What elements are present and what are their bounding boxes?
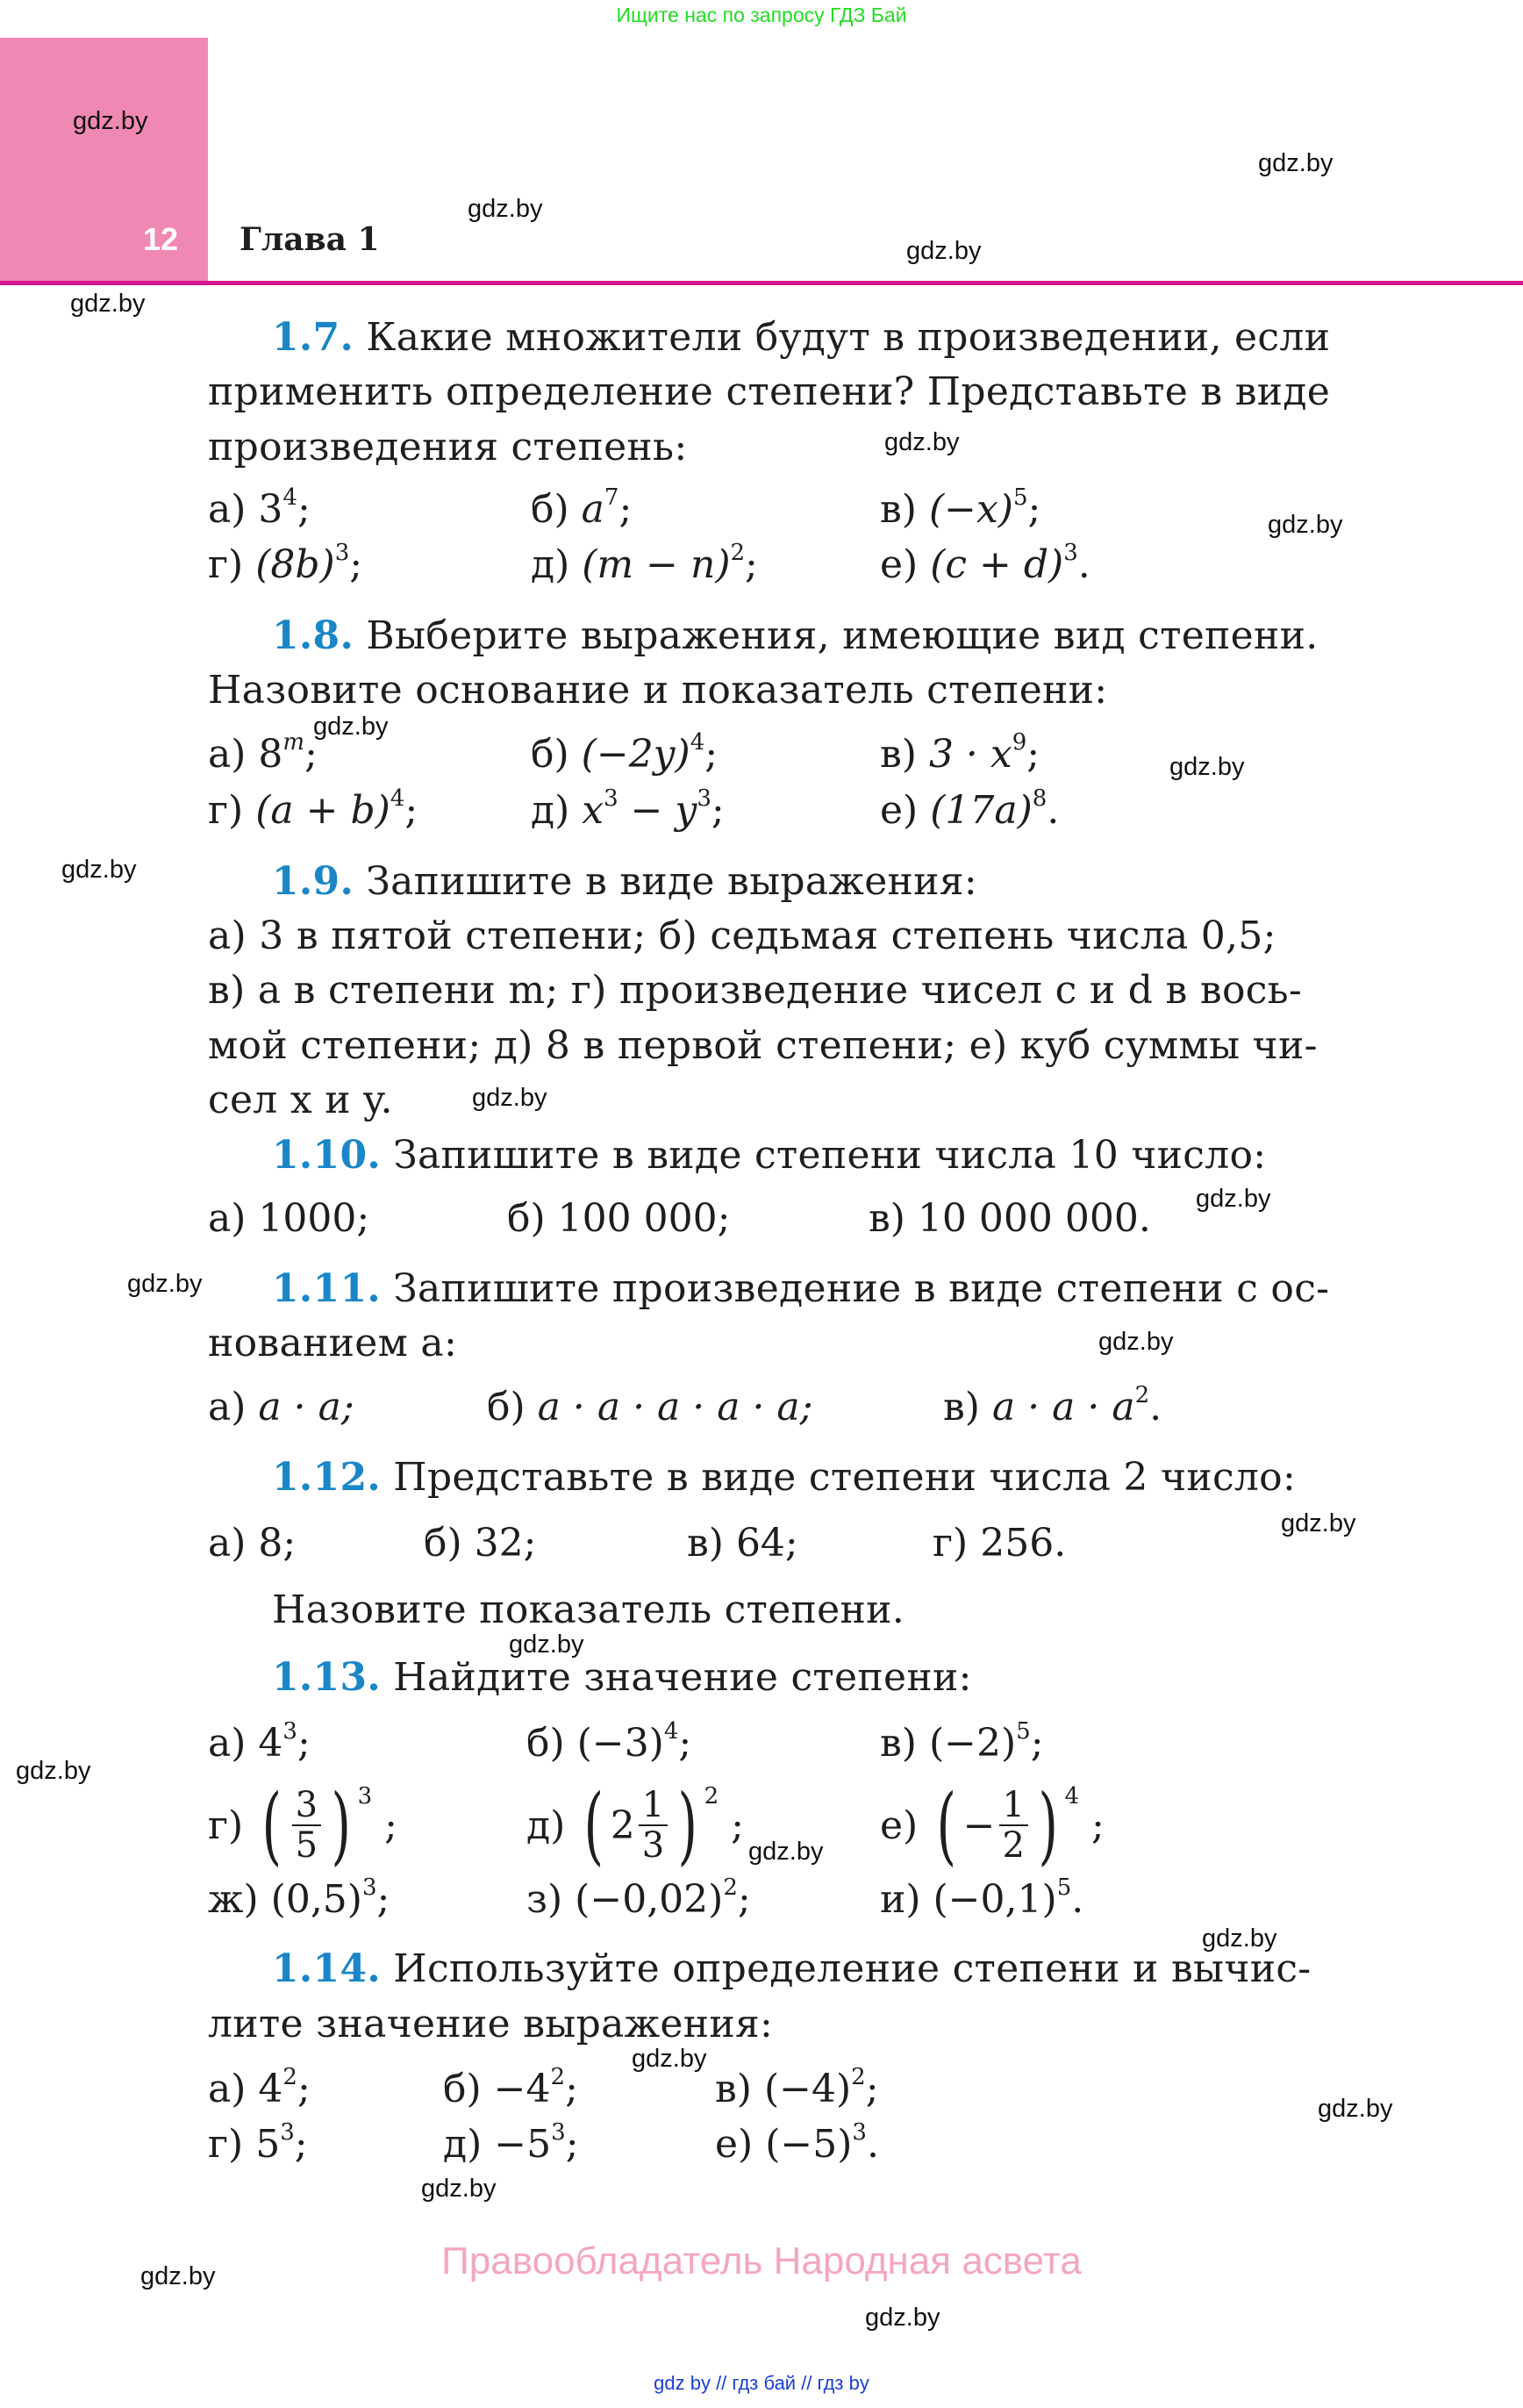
problem-1-8-line-2: Назовите основание и показатель степени: <box>208 668 1108 713</box>
problem-number: 1.13. <box>272 1655 381 1700</box>
problem-number: 1.12. <box>272 1455 381 1500</box>
watermark: gdz.by <box>313 713 389 741</box>
problem-1-11-line-1: 1.11. Запишите произведение в виде степени с ос- <box>272 1266 1330 1311</box>
exercise-item: а) 8; <box>208 1521 297 1566</box>
problem-number: 1.8. <box>272 613 354 658</box>
exercise-item: а) 1000; <box>208 1196 370 1241</box>
exercise-item: б) $a^7$; <box>531 484 633 532</box>
watermark: gdz.by <box>70 290 146 318</box>
exercise-item: д) $(m - n)^2$; <box>531 540 758 587</box>
watermark: gdz.by <box>468 195 543 223</box>
problem-number: 1.7. <box>272 315 354 360</box>
exercise-item: в) $a \cdot a \cdot a^2$. <box>943 1382 1162 1430</box>
watermark: gdz.by <box>127 1270 203 1298</box>
watermark: gdz.by <box>632 2045 707 2073</box>
exercise-item-fraction: д) ( 2 $\frac{1}{3}$ ) 2 ; <box>526 1776 744 1874</box>
watermark: gdz.by <box>1202 1924 1277 1953</box>
problem-1-7-line-3: произведения степень: <box>208 425 688 469</box>
problem-number: 1.10. <box>272 1133 381 1178</box>
watermark: gdz.by <box>1196 1185 1271 1213</box>
exercise-item: $б) -4^2$; <box>443 2064 578 2111</box>
exercise-item: г) 256. <box>933 1521 1067 1566</box>
exercise-item: е) $(17a)^8$. <box>880 785 1060 833</box>
watermark: gdz.by <box>421 2175 497 2203</box>
problem-1-9-line-3: в) a в степени m; г) произведение чисел c и d в вось- <box>208 968 1303 1013</box>
problem-number: 1.11. <box>272 1266 381 1311</box>
header-rule <box>0 281 1523 285</box>
problem-1-7-line-2: применить определение степени? Представьте в виде <box>208 369 1331 414</box>
problem-1-14-line-1: 1.14. Используйте определение степени и вычис- <box>272 1946 1312 1991</box>
exercise-item: з) $(-0,02)^2$; <box>526 1874 751 1922</box>
exercise-item: и) $(-0,1)^5$. <box>880 1874 1084 1922</box>
watermark: gdz.by <box>865 2304 940 2332</box>
watermark: gdz.by <box>906 237 982 265</box>
exercise-item: д) $x^3 - y^3$; <box>531 785 725 833</box>
exercise-item: г) $(a + b)^4$; <box>208 785 418 833</box>
problem-1-7-line-1: 1.7. Какие множители будут в произведении, если <box>272 315 1331 360</box>
watermark: gdz.by <box>1258 149 1334 177</box>
watermark: gdz.by <box>748 1838 824 1866</box>
chapter-title: Глава 1 <box>240 221 380 258</box>
problem-1-9-line-1: 1.9. Запишите в виде выражения: <box>272 859 977 904</box>
watermark: gdz.by <box>1268 511 1343 539</box>
exercise-item-fraction: е) ( − $\frac{1}{2}$ ) 4 ; <box>880 1776 1105 1874</box>
exercise-item: в) 10 000 000. <box>869 1196 1151 1241</box>
watermark: gdz.by <box>472 1084 547 1112</box>
exercise-item: а) a · a; <box>208 1385 354 1430</box>
exercise-item: а) $3^4$; <box>208 484 311 532</box>
copyright-notice: Правообладатель Народная асвета <box>441 2240 1082 2283</box>
problem-1-10-line-1: 1.10. Запишите в виде степени числа 10 число: <box>272 1133 1267 1178</box>
watermark: gdz.by <box>140 2262 216 2290</box>
exercise-item: г) $5^3$; <box>208 2119 308 2167</box>
watermark: gdz.by <box>1169 753 1245 781</box>
watermark: gdz.by <box>884 428 960 456</box>
exercise-item: в) 64; <box>687 1521 798 1566</box>
exercise-item-fraction: г) ( $\frac{3}{5}$ ) 3 ; <box>208 1776 397 1874</box>
problem-number: 1.9. <box>272 859 354 904</box>
watermark: gdz.by <box>1318 2095 1393 2123</box>
problem-number: 1.14. <box>272 1946 381 1991</box>
problem-1-13-line-1: 1.13. Найдите значение степени: <box>272 1655 972 1700</box>
watermark: gdz.by <box>16 1757 91 1785</box>
exercise-item: б) $(-3)^4$; <box>526 1718 692 1766</box>
exercise-item: а) $4^3$; <box>208 1718 311 1766</box>
exercise-item: б) 100 000; <box>507 1196 731 1241</box>
exercise-item: г) $(8b)^3$; <box>208 540 363 587</box>
watermark: gdz.by <box>61 856 137 884</box>
problem-1-9-line-5: сел x и y. <box>208 1078 393 1122</box>
problem-1-12-after: Назовите показатель степени. <box>272 1587 905 1632</box>
problem-1-11-line-2: нованием a: <box>208 1321 458 1365</box>
exercise-item: а) $4^2$; <box>208 2064 311 2111</box>
exercise-item: $д) -5^3$; <box>443 2119 579 2167</box>
exercise-item: в) $3 \cdot x^9$; <box>880 729 1040 777</box>
exercise-item: б) a · a · a · a · a; <box>487 1385 813 1430</box>
problem-1-14-line-2: лите значение выражения: <box>208 2002 774 2046</box>
exercise-item: в) $(-2)^5$; <box>880 1718 1044 1766</box>
exercise-item: а) 8$^m$; <box>208 729 318 777</box>
exercise-item: в) $(-x)^5$; <box>880 484 1041 532</box>
problem-1-9-line-4: мой степени; д) 8 в первой степени; е) куб суммы чи- <box>208 1023 1318 1068</box>
watermark: gdz.by <box>509 1630 584 1659</box>
exercise-item: б) $(-2y)^4$; <box>531 729 719 777</box>
exercise-item: е) $(c + d)^3$. <box>880 540 1090 587</box>
top-banner: Ищите нас по запросу ГДЗ Бай <box>616 4 907 26</box>
footer-links[interactable]: gdz by // гдз бай // гдз by <box>654 2372 869 2394</box>
watermark: gdz.by <box>1281 1509 1356 1537</box>
watermark: gdz.by <box>1098 1328 1174 1356</box>
exercise-item: е) $(-5)^3$. <box>715 2119 879 2167</box>
problem-1-12-line-1: 1.12. Представьте в виде степени числа 2 число: <box>272 1455 1297 1500</box>
exercise-item: в) $(-4)^2$; <box>715 2064 879 2111</box>
problem-1-8-line-1: 1.8. Выберите выражения, имеющие вид степени. <box>272 613 1319 658</box>
exercise-item: б) 32; <box>424 1521 537 1566</box>
exercise-item: ж) $(0,5)^3$; <box>208 1874 390 1922</box>
watermark: gdz.by <box>73 107 148 135</box>
problem-1-9-line-2: а) 3 в пятой степени; б) седьмая степень числа 0,5; <box>208 914 1276 958</box>
